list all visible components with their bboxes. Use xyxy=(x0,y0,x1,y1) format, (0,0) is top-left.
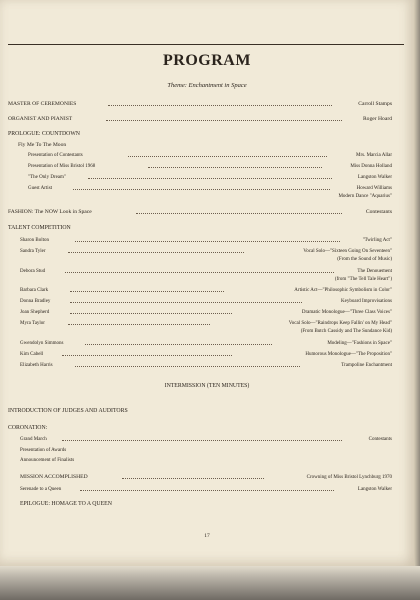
contestant-name: Elizabeth Harris xyxy=(20,363,53,368)
contestant-name: Sandra Tyler xyxy=(20,249,46,254)
row-label: MASTER OF CEREMONIES xyxy=(8,101,77,107)
program-row-serenade xyxy=(20,485,392,494)
leader-dots xyxy=(88,178,332,179)
item-label: Presentation of Contestants xyxy=(28,153,83,158)
coronation-row xyxy=(20,435,392,444)
intermission-line: INTERMISSION (TEN MINUTES) xyxy=(164,383,250,389)
contestant-name: Donna Bradley xyxy=(20,299,51,304)
item-value: Langston Walker xyxy=(357,175,392,180)
page-title: PROGRAM xyxy=(163,52,251,69)
guest-artist-extra: Modern Dance "Aquarius" xyxy=(338,194,392,199)
row-value: Contestants xyxy=(365,209,392,215)
leader-dots xyxy=(70,313,232,314)
item-value: Miss Donna Holland xyxy=(350,164,392,169)
leader-dots xyxy=(80,490,334,491)
leader-dots xyxy=(68,324,210,325)
talent-extra: (From the Sound of Music) xyxy=(337,257,392,262)
prologue-item xyxy=(28,184,392,193)
talent-row xyxy=(20,247,392,256)
talent-row xyxy=(20,350,392,359)
row-value: Crowning of Miss Bristol Lynchburg 1970 xyxy=(306,475,392,480)
talent-act: Vocal Solo—"Sixteen Going On Seventeen" xyxy=(303,249,392,254)
prologue-heading: PROLOGUE: COUNTDOWN xyxy=(8,131,80,137)
talent-act: Dramatic Monologue—"Three Class Voices" xyxy=(301,310,392,315)
leader-dots xyxy=(75,241,340,242)
top-rule xyxy=(8,44,404,45)
talent-heading: TALENT COMPETITION xyxy=(8,225,71,231)
talent-row xyxy=(20,297,392,306)
item-value: Contestants xyxy=(368,437,392,442)
leader-dots xyxy=(68,252,244,253)
item-value: Mrs. Marcia Allar xyxy=(356,153,392,158)
talent-extra: (From Butch Cassidy and The Sundance Kid) xyxy=(300,329,392,334)
leader-dots xyxy=(108,105,332,106)
leader-dots xyxy=(70,302,302,303)
judges-heading: INTRODUCTION OF JUDGES AND AUDITORS xyxy=(8,408,128,414)
leader-dots xyxy=(148,167,322,168)
leader-dots xyxy=(106,120,342,121)
row-label: FASHION: The NOW Look in Space xyxy=(8,209,92,215)
prologue-item xyxy=(28,173,392,182)
program-row-mission xyxy=(20,473,392,482)
talent-row xyxy=(20,286,392,295)
contestant-name: Joan Shepherd xyxy=(20,310,50,315)
leader-dots xyxy=(70,291,224,292)
item-label: "The Only Dream" xyxy=(28,175,66,180)
leader-dots xyxy=(73,189,330,190)
row-value: Carroll Stamps xyxy=(358,101,392,107)
theme-line: Theme: Enchantment in Space xyxy=(167,82,247,89)
talent-extra: (from "The Tell Tale Heart") xyxy=(334,277,392,282)
leader-dots xyxy=(122,478,264,479)
contestant-name: Myra Taylor xyxy=(20,321,45,326)
leader-dots xyxy=(62,355,232,356)
item-label: Grand March xyxy=(20,437,47,442)
leader-dots xyxy=(62,440,342,441)
talent-act: Vocal Solo—"Raindrops Keep Fallin' on My Head" xyxy=(288,321,392,326)
prologue-fly-label: Fly Me To The Moon xyxy=(18,142,67,148)
leader-dots xyxy=(136,213,342,214)
coronation-item: Presentation of Awards xyxy=(20,448,67,453)
row-label: ORGANIST AND PIANIST xyxy=(8,116,73,122)
coronation-heading: CORONATION: xyxy=(8,425,48,431)
talent-row xyxy=(20,236,392,245)
epilogue-heading: EPILOGUE: HOMAGE TO A QUEEN xyxy=(20,501,112,507)
background-under-page xyxy=(0,566,420,600)
talent-row xyxy=(20,339,392,348)
talent-act: Artistic Act—"Philosophic Symbolism in Color" xyxy=(294,288,392,293)
program-row-fashion xyxy=(8,208,392,217)
contestant-name: Debora Stud xyxy=(20,269,46,274)
row-value: Langston Walker xyxy=(357,487,392,492)
leader-dots xyxy=(128,156,327,157)
talent-act: "Twirling Act" xyxy=(362,238,392,243)
talent-act: Keyboard Improvisations xyxy=(341,299,392,304)
contestant-name: Barbara Clark xyxy=(20,288,49,293)
row-label: MISSION ACCOMPLISHED xyxy=(20,474,88,480)
program-row-master xyxy=(8,100,392,109)
leader-dots xyxy=(65,272,334,273)
talent-act: Humorous Monologue—"The Proposition" xyxy=(305,352,392,357)
page-number: 17 xyxy=(204,533,210,539)
talent-row xyxy=(20,308,392,317)
contestant-name: Kim Cabell xyxy=(20,352,44,357)
program-row-organist xyxy=(8,115,392,124)
page-edge xyxy=(414,0,420,566)
coronation-item: Announcement of Finalists xyxy=(20,458,75,463)
contestant-name: Sharon Bolton xyxy=(20,238,50,243)
contestant-name: Gwendolyn Simmons xyxy=(20,341,64,346)
leader-dots xyxy=(85,344,272,345)
prologue-item xyxy=(28,151,392,160)
row-value: Roger Hoard xyxy=(362,116,392,122)
item-label: Guest Artist xyxy=(28,186,53,191)
talent-act: Trampoline Enchantment xyxy=(341,363,392,368)
prologue-item xyxy=(28,162,392,171)
talent-row xyxy=(20,361,392,370)
item-label: Presentation of Miss Bristol 1968 xyxy=(28,164,96,169)
talent-act: The Denouement xyxy=(357,269,392,274)
leader-dots xyxy=(75,366,300,367)
item-value: Howard Williams xyxy=(356,186,392,191)
row-label: Serenade to a Queen xyxy=(20,487,62,492)
talent-act: Modeling—"Fashions in Space" xyxy=(327,341,392,346)
